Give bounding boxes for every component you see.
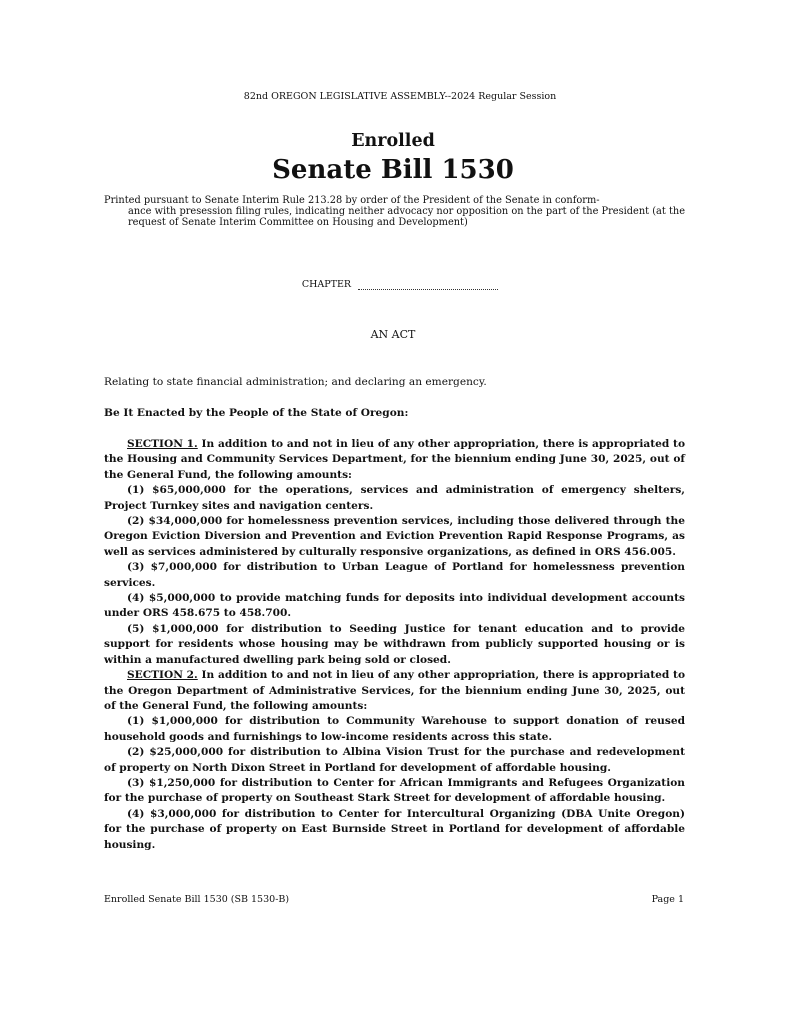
section-1-item: (1) $65,000,000 for the operations, services and administration of emergency shelters, Project Turnkey sites and navigation centers. [104, 484, 685, 512]
section-2-item: (4) $3,000,000 for distribution to Center for Intercultural Organizing (DBA Unite Oregon) for the purchase of property on East Burnside Street in Portland for development of affordable housing. [104, 807, 685, 851]
footer-bill-reference: Enrolled Senate Bill 1530 (SB 1530-B) [104, 894, 290, 905]
printing-note [104, 195, 685, 228]
section-2-label: SECTION 2. [127, 669, 198, 682]
printing-note-first-line: Printed pursuant to Senate Interim Rule 213.28 by order of the President of the Senate in conform- [104, 195, 600, 206]
enacting-clause: Be It Enacted by the People of the State of Oregon: [104, 407, 409, 419]
section-2-intro-text: In addition to and not in lieu of any other appropriation, there is appropriated to the Oregon Department of Administrative Services, for the biennium ending June 30, 2025, out of the General Fund, the following amounts: [104, 669, 686, 712]
relating-clause: Relating to state financial administration; and declaring an emergency. [104, 376, 487, 388]
section-2-item: (1) $1,000,000 for distribution to Community Warehouse to support donation of reused household goods and furnishings to low-income residents across this state. [104, 715, 685, 743]
session-header: 82nd OREGON LEGISLATIVE ASSEMBLY--2024 Regular Session [243, 91, 557, 102]
enrolled-label: Enrolled [351, 131, 435, 151]
section-1-item: (4) $5,000,000 to provide matching funds for deposits into individual development accounts under ORS 458.675 to 458.700. [104, 592, 685, 620]
section-2-item: (2) $25,000,000 for distribution to Albina Vision Trust for the purchase and redevelopment of property on North Dixon Street in Portland for development of affordable housing. [104, 746, 685, 774]
footer-page-number: Page 1 [651, 894, 684, 905]
section-2-intro [104, 668, 685, 714]
chapter-line [0, 279, 800, 290]
section-1-item: (5) $1,000,000 for distribution to Seeding Justice for tenant education and to provide support for residents whose housing may be withdrawn from publicly supported housing or is within a manufactured dwelling park being sold or closed. [104, 622, 685, 666]
bill-body [104, 437, 685, 853]
bill-title: Senate Bill 1530 [272, 155, 514, 185]
printing-note-rest: ance with presession filing rules, indicating neither advocacy nor opposition on the part of the President (at the request of Senate Interim Committee on Housing and Development) [128, 206, 685, 228]
section-1-intro-text: In addition to and not in lieu of any other appropriation, there is appropriated to the Housing and Community Services Department, for the biennium ending June 30, 2025, out of the General Fund, the following amounts: [104, 438, 686, 481]
section-1-item: (2) $34,000,000 for homelessness prevention services, including those delivered through the Oregon Eviction Diversion and Prevention and Eviction Prevention Rapid Response Programs, as well as services administered by culturally responsive organizations, as defined in ORS 456.005. [104, 515, 685, 558]
section-1-label: SECTION 1. [127, 438, 198, 450]
section-1-intro [104, 437, 685, 483]
act-heading: AN ACT [370, 328, 416, 341]
section-2-item: (3) $1,250,000 for distribution to Center for African Immigrants and Refugees Organization for the purchase of property on Southeast Stark Street for development of affordable housing. [104, 776, 685, 805]
chapter-blank [358, 281, 498, 290]
section-1-item: (3) $7,000,000 for distribution to Urban League of Portland for homelessness prevention services. [104, 561, 685, 589]
chapter-label: CHAPTER [301, 279, 352, 290]
